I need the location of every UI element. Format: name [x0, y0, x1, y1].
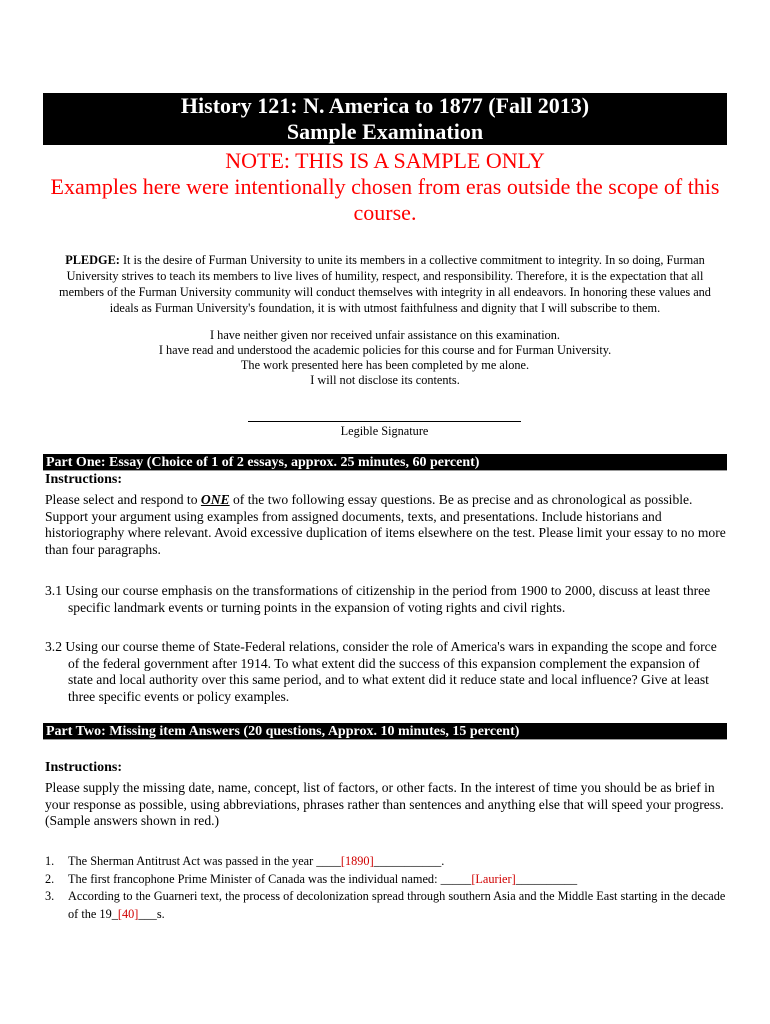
sample-answer: [Laurier]	[471, 871, 516, 886]
signature-label: Legible Signature	[340, 424, 429, 438]
statement: I have neither given nor received unfair assistance on this examination.	[210, 328, 560, 342]
instructions-emphasis: ONE	[200, 492, 230, 507]
exam-header	[43, 93, 727, 145]
sample-answer: [1890]	[340, 854, 374, 868]
item-text: The Sherman Antitrust Act was passed in the year ____	[68, 854, 341, 868]
exam-subtitle: Sample Examination	[286, 119, 484, 144]
list-item	[45, 853, 727, 871]
question-text: Using our course theme of State-Federal relations, consider the role of America's wars in expanding the scope and force of the federal government after 1914. To what extent did the success of this expansion complement the expansion of state and local authority over this same period, and to what extent did it reduce state and local influence? Give at least three specific events or policy examples.	[65, 639, 717, 704]
statement: The work presented here has been completed by me alone.	[240, 358, 530, 372]
part-two-heading: Part Two: Missing item Answers (20 questions, Approx. 10 minutes, 15 percent)	[43, 723, 727, 740]
item-number: 3.	[45, 889, 55, 903]
part-one-instructions	[45, 492, 727, 558]
note-line-1: NOTE: THIS IS A SAMPLE ONLY	[225, 148, 545, 173]
part-one-instructions-label: Instructions:	[45, 472, 123, 487]
pledge-paragraph	[48, 252, 722, 316]
list-item	[45, 888, 727, 923]
essay-question	[45, 639, 727, 705]
instructions-text-post: of the two following essay questions. Be as precise and as chronological as possible. Support your argument using examples from assigned documents, texts, and presentations. Include historians and historiography where relevant. Avoid excessive duplication of items elsewhere on the test. Please limit your essay to no more than four paragraphs.	[45, 492, 726, 557]
exam-title: History 121: N. America to 1877 (Fall 2013)	[180, 93, 590, 118]
part-one-heading: Part One: Essay (Choice of 1 of 2 essays, approx. 25 minutes, 60 percent)	[43, 454, 727, 471]
item-number: 1.	[45, 854, 55, 868]
note-line-2: Examples here were intentionally chosen from eras outside the scope of this course.	[50, 174, 720, 225]
pledge-label: PLEDGE:	[65, 253, 120, 267]
question-number: 3.1	[45, 583, 62, 598]
item-blank: ___s.	[138, 906, 165, 921]
list-item	[45, 871, 727, 889]
item-text: The first francophone Prime Minister of Canada was the individual named: _____	[68, 871, 472, 886]
part-two-instructions-label: Instructions:	[45, 760, 123, 775]
statement: I have read and understood the academic policies for this course and for Furman University.	[158, 343, 612, 357]
part-two-instructions: Please supply the missing date, name, concept, list of factors, or other facts. In the interest of time you should be as brief in your response as possible, using abbreviations, phrases rather than sentences and anything else that will speed your progress. (Sample answers shown in red.)	[45, 780, 724, 828]
question-number: 3.2	[45, 639, 62, 654]
question-text: Using our course emphasis on the transformations of citizenship in the period from 1900 to 2000, discuss at least three specific landmark events or turning points in the expansion of voting rights and civil rights.	[65, 583, 711, 615]
instructions-text-pre: Please select and respond to	[45, 492, 201, 507]
item-text: According to the Guarneri text, the process of decolonization spread through southern Asia and the Middle East starting in the decade of the 19_	[68, 889, 726, 921]
item-blank: ___________.	[373, 854, 445, 868]
missing-item-list	[45, 853, 727, 923]
item-blank: __________	[515, 871, 578, 886]
essay-question	[45, 583, 727, 616]
statement: I will not disclose its contents.	[310, 373, 460, 387]
sample-note	[43, 148, 727, 226]
pledge-text: It is the desire of Furman University to unite its members in a collective commitment to integrity. In so doing, Furman University strives to teach its members to live lives of humility, respect, and responsibility. Therefore, it is the expectation that all members of the Furman University community will conduct themselves with integrity in all endeavors. In honoring these values and ideals as Furman University's foundation, it is with utmost faithfulness and dignity that I will subscribe to them.	[59, 253, 711, 315]
item-number: 2.	[45, 871, 55, 886]
honor-statements	[43, 328, 727, 388]
signature-line[interactable]	[248, 421, 521, 422]
sample-answer: [40]	[117, 906, 139, 921]
